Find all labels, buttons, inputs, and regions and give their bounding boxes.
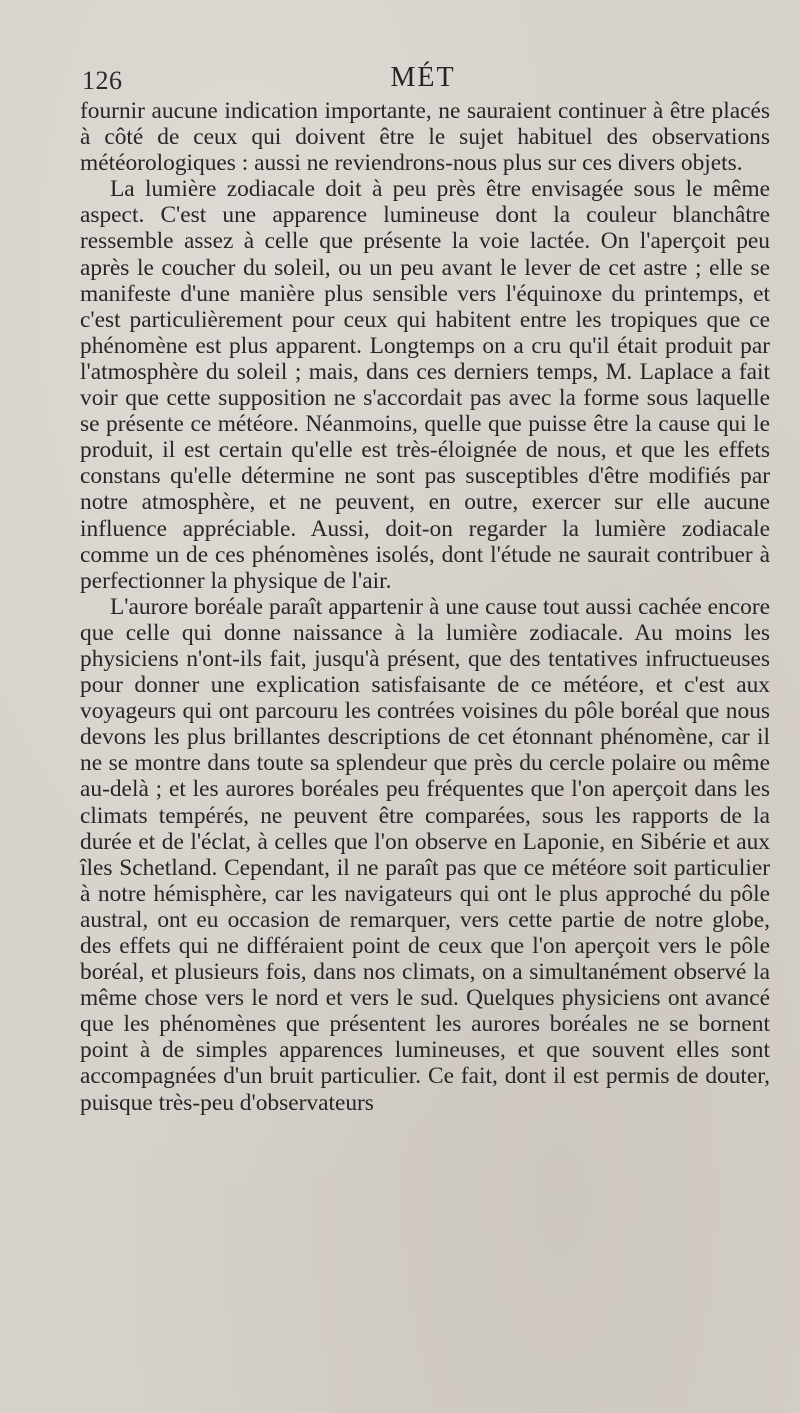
body-text bbox=[80, 98, 770, 1116]
page-number: 126 bbox=[82, 66, 123, 95]
paragraph-zodiacal-light: La lumière zodiacale doit à peu près être envisagée sous le même aspect. C'est une apparence lumineuse dont la couleur blanchâtre ressemble assez à celle que présente la voie lactée. On l'aperçoit peu après le coucher du soleil, ou un peu avant le lever de cet astre ; elle se manifeste d'une manière plus sensible vers l'équinoxe du printemps, et c'est particulièrement pour ceux qui habitent entre les tropiques que ce phénomène est plus apparent. Longtemps on a cru qu'il était produit par l'atmosphère du soleil ; mais, dans ces derniers temps, M. Laplace a fait voir que cette supposition ne s'accordait pas avec la forme sous laquelle se présente ce météore. Néanmoins, quelle que puisse être la cause qui le produit, il est certain qu'elle est très-éloignée de nous, et que les effets constans qu'elle détermine ne sont pas susceptibles d'être modifiés par notre atmosphère, et ne peuvent, en outre, exercer sur elle aucune influence appréciable. Aussi, doit-on regarder la lumière zodiacale comme un de ces phénomènes isolés, dont l'étude ne saurait contribuer à perfectionner la physique de l'air. bbox=[80, 176, 770, 594]
page-header bbox=[78, 60, 768, 96]
running-head: MÉT bbox=[390, 62, 456, 93]
paragraph-continuation: fournir aucune indication importante, ne sauraient continuer à être placés à côté de ceux qui doivent être le sujet habituel des observations météorologiques : aussi ne reviendrons-nous plus sur ces divers objets. bbox=[80, 98, 770, 177]
paragraph-aurora-borealis: L'aurore boréale paraît appartenir à une cause tout aussi cachée encore que celle qui donne naissance à la lumière zodiacale. Au moins les physiciens n'ont-ils fait, jusqu'à présent, que des tentatives infructueuses pour donner une explication satisfaisante de ce météore, et c'est aux voyageurs qui ont parcouru les contrées voisines du pôle boréal que nous devons les plus brillantes descriptions de cet étonnant phénomène, car il ne se montre dans toute sa splendeur que près du cercle polaire ou même au-delà ; et les aurores boréales peu fréquentes que l'on aperçoit dans les climats tempérés, ne peuvent être comparées, sous les rapports de la durée et de l'éclat, à celles que l'on observe en Laponie, en Sibérie et aux îles Schetland. Cependant, il ne paraît pas que ce météore soit particulier à notre hémisphère, car les navigateurs qui ont le plus approché du pôle austral, ont eu occasion de remarquer, vers cette partie de notre globe, des effets qui ne différaient point de ceux que l'on aperçoit vers le pôle boréal, et plusieurs fois, dans nos climats, on a simultanément observé la même chose vers le nord et vers le sud. Quelques physiciens ont avancé que les phénomènes que présentent les aurores boréales ne se bornent point à de simples apparences lumineuses, et que souvent elles sont accompagnées d'un bruit particulier. Ce fait, dont il est permis de douter, puisque très-peu d'observateurs bbox=[80, 593, 770, 1116]
